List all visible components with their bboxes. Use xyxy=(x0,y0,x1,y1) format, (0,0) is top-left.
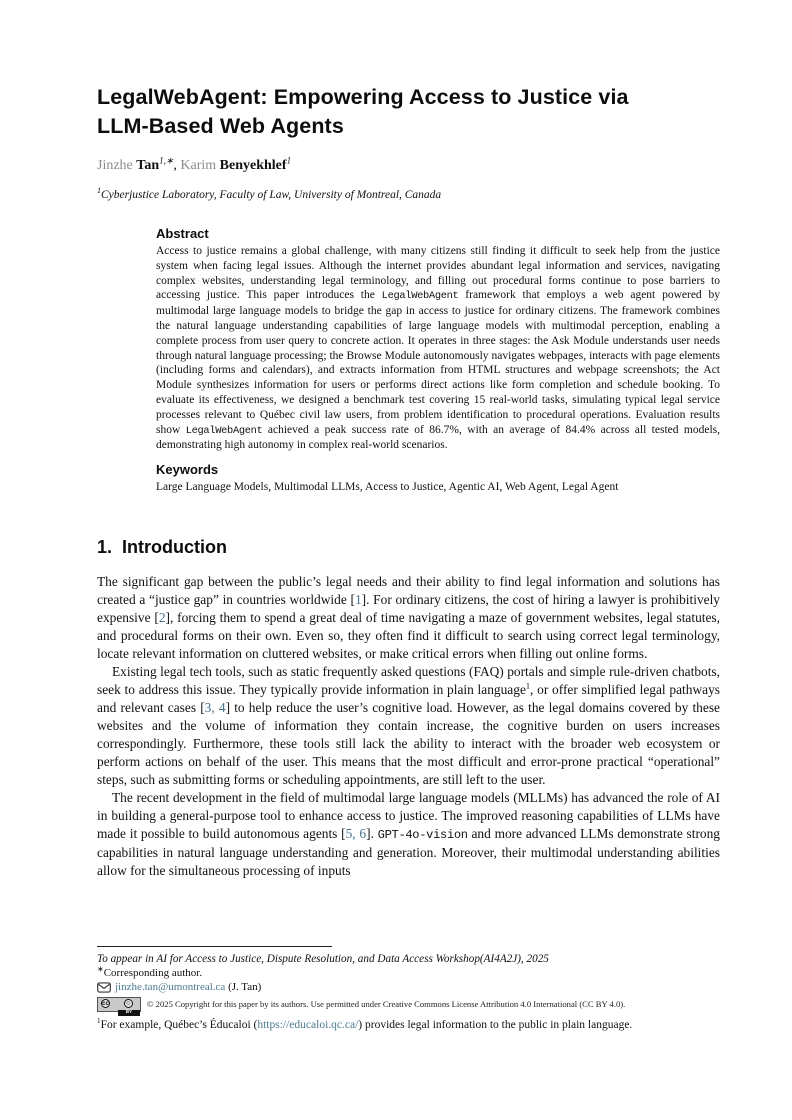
copyright-text: © 2025 Copyright for this paper by its authors. Use permitted under Creative Commons License Attribution 4.0 International (CC BY 4.0). xyxy=(147,999,626,1009)
email-suffix: (J. Tan) xyxy=(225,981,262,993)
abstract-heading: Abstract xyxy=(156,226,209,241)
external-link[interactable]: https://educaloi.qc.ca/ xyxy=(257,1019,359,1031)
affiliation-text: Cyberjustice Laboratory, Faculty of Law, University of Montreal, Canada xyxy=(101,189,442,201)
abstract-text: Access to justice remains a global challenge, with many citizens still finding it difficult to seek help from the justice system when facing legal issues. Although the internet provides abundant legal information and services, navigating complex websites, understanding legal terminology, and filling out procedural forms continue to pose barriers to accessing justice. This paper introduces the LegalWebAgent framework that employs a web agent powered by multimodal large language models to bridge the gap in access to justice for ordinary citizens. The framework combines the natural language understanding capabilities of large language models with multimodal perception, enabling a complete process from user query to concrete action. It operates in three stages: the Ask Module understands user needs through natural language processing; the Browse Module autonomously navigates webpages, interacts with page elements (including forms and calendars), and extracts information from HTML structures and webpage screenshots; the Act Module synthesizes information for users or performs direct actions like form completion and schedule booking. To evaluate its effectiveness, we designed a benchmark test covering 15 real-world tasks, simulating typical legal service processes relevant to Québec civil law users, from problem identification to procedural operations. Evaluation results show LegalWebAgent achieved a peak success rate of 86.7%, with an average of 84.4% across all tested models, demonstrating high autonomy in complex real-world scenarios. xyxy=(156,245,720,452)
footnote-marker: 1 xyxy=(97,1017,101,1026)
author-1-affil-marker: 1,∗ xyxy=(159,155,174,166)
footnote-rule xyxy=(97,946,332,947)
footnote-marker: 1 xyxy=(525,681,531,691)
envelope-icon xyxy=(97,982,111,993)
affiliation-marker: 1 xyxy=(97,186,101,196)
author-2 xyxy=(180,155,292,173)
paragraph-3: The recent development in the field of multimodal large language models (MLLMs) has advanced the role of AI in building a general-purpose tool to enhance access to justice. The improved reasoning capabilities of LLMs have made it possible to build autonomous agents [5, 6]. GPT-4o-vision and more advanced LLMs demonstrate strong capabilities in natural language understanding and generation. Moreover, their multimodal understanding abilities allow for the simultaneous processing of inputs xyxy=(97,789,720,878)
email-line xyxy=(97,980,720,994)
section-title: Introduction xyxy=(122,536,227,557)
cc-icon: cc xyxy=(102,1000,109,1007)
footnote-area xyxy=(97,946,720,1032)
code-text: GPT-4o-vision xyxy=(377,827,468,842)
abstract-section xyxy=(156,226,720,495)
author-separator: , xyxy=(173,158,181,173)
author-email-link[interactable]: jinzhe.tan@umontreal.ca xyxy=(115,981,226,993)
author-1-family: Tan xyxy=(136,158,160,173)
introduction-body xyxy=(97,573,720,880)
citation-link[interactable]: 5, 6 xyxy=(345,825,367,841)
author-2-family: Benyekhlef xyxy=(219,158,287,173)
citation-link[interactable]: 1 xyxy=(354,591,362,607)
code-text: LegalWebAgent xyxy=(381,290,459,303)
person-icon: ☺ xyxy=(125,1000,132,1007)
corresponding-text: Corresponding author. xyxy=(103,967,203,979)
footnote-1: $^1$For example, Québec’s Éducaloi (https://educaloi.qc.ca/) provides legal information to the public in plain language. xyxy=(97,1017,633,1031)
venue-note: To appear in AI for Access to Justice, Dispute Resolution, and Data Access Workshop(AI4A2J), 2025 xyxy=(97,953,549,965)
corresponding-marker: ∗ xyxy=(97,964,104,974)
keywords-section xyxy=(156,462,720,495)
keywords-heading: Keywords xyxy=(156,462,219,478)
affiliation xyxy=(97,186,720,201)
paper-title xyxy=(97,83,720,141)
citation-link[interactable]: 2 xyxy=(158,609,166,625)
section-heading-introduction xyxy=(97,537,720,558)
copyright-line xyxy=(97,996,720,1015)
code-text: LegalWebAgent xyxy=(185,424,263,437)
author-1-given: Jinzhe xyxy=(97,158,133,173)
keywords-text: Large Language Models, Multimodal LLMs, Access to Justice, Agentic AI, Web Agent, Legal Agent xyxy=(156,481,619,494)
cc-by-label: BY xyxy=(118,1010,140,1016)
citation-link[interactable]: 3, 4 xyxy=(204,699,226,715)
paragraph-1: The significant gap between the public’s legal needs and their ability to find legal information and solutions has created a “justice gap” in countries worldwide [1]. For ordinary citizens, the cost of hiring a lawyer is prohibitively expensive [2], forcing them to spend a great deal of time navigating a maze of government websites, legal statutes, and procedural forms on their own. Even so, they often find it difficult to search using correct legal terminology, locate relevant information on cluttered websites, or make critical errors when filling out online forms. xyxy=(97,573,720,661)
cc-by-license-badge[interactable] xyxy=(97,997,141,1015)
section-number: 1. xyxy=(97,536,113,557)
author-list xyxy=(97,155,720,174)
author-2-affil-marker: 1 xyxy=(286,155,292,166)
author-2-given: Karim xyxy=(180,158,217,173)
paragraph-2: Existing legal tech tools, such as static frequently asked questions (FAQ) portals and simple rule-driven chatbots, seek to address this issue. They typically provide information in plain language$^1$, or offer simplified legal pathways and relevant cases [3, 4] to help reduce the user’s cognitive load. However, as the legal domains covered by these websites and the volume of information they contain increase, the cognitive burden on users increases correspondingly. Furthermore, these tools still lack the ability to interact with the broader web ecosystem or perform actions on behalf of the user. This means that the most difficult and error-prone practical “operational” steps, such as submitting forms or scheduling appointments, are still left to the user. xyxy=(97,663,720,787)
corresponding-author-note xyxy=(97,966,720,980)
paper-title-line2: LLM-Based Web Agents xyxy=(97,114,344,138)
author-1 xyxy=(97,155,181,173)
paper-title-line1: LegalWebAgent: Empowering Access to Justice via xyxy=(97,85,629,109)
